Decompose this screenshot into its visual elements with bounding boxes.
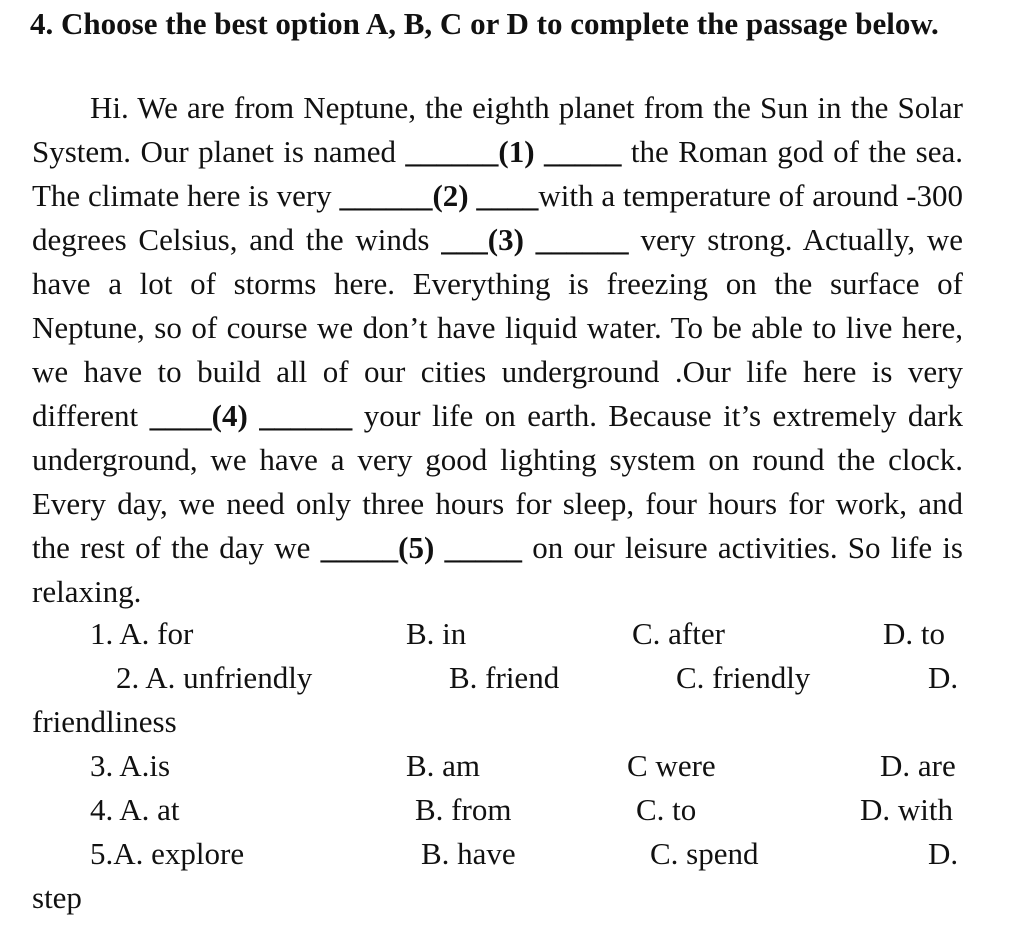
- answer-options: [0, 612, 1024, 920]
- option-c: C. spend: [650, 836, 759, 871]
- blank-5: _____(5) _____: [320, 530, 523, 565]
- blank-1: ______(1) _____: [405, 134, 622, 169]
- option-row-1: [0, 612, 1024, 656]
- passage: [32, 86, 963, 614]
- blank-3: ___(3) ______: [441, 222, 629, 257]
- option-continuation: friendliness: [32, 704, 177, 739]
- option-a: 3. A.is: [90, 748, 171, 783]
- passage-text: on our leisure activities. So life is relaxing.: [32, 530, 964, 609]
- option-row-3: [0, 744, 1024, 788]
- option-c: C were: [627, 748, 716, 783]
- passage-text: your life on earth. Because it’s extremely dark underground, we have a very good lighting system on round the clock. Every day, we need only three hours for sleep, four hours for work, and the rest of the day we: [32, 398, 964, 565]
- option-a: 4. A. at: [90, 792, 180, 827]
- option-row-4: [0, 788, 1024, 832]
- option-d: D.: [928, 660, 959, 695]
- blank-2: ______(2) ____: [339, 178, 539, 213]
- option-c: C. after: [632, 616, 725, 651]
- question-title: 4. Choose the best option A, B, C or D to complete the passage below.: [30, 6, 939, 41]
- blank-4: ____(4) ______: [149, 398, 353, 433]
- option-continuation: step: [32, 880, 82, 915]
- option-b: B. friend: [449, 660, 560, 695]
- option-d: D. with: [860, 792, 953, 827]
- option-row-2: [0, 656, 1024, 700]
- option-c: C. to: [636, 792, 697, 827]
- option-c: C. friendly: [676, 660, 811, 695]
- option-a: 2. A. unfriendly: [116, 660, 313, 695]
- option-d: D.: [928, 836, 959, 871]
- option-a: 1. A. for: [90, 616, 194, 651]
- option-a: 5.A. explore: [90, 836, 245, 871]
- option-b: B. have: [421, 836, 516, 871]
- option-d: D. are: [880, 748, 956, 783]
- option-d: D. to: [883, 616, 945, 651]
- option-b: B. in: [406, 616, 467, 651]
- option-b: B. am: [406, 748, 481, 783]
- passage-text: with a temperature of around -300 degrees Celsius, and the winds: [32, 178, 963, 257]
- passage-text: Hi. We are from Neptune, the eighth planet from the Sun in the Solar System. Our planet is named: [32, 90, 963, 169]
- option-row-5: [0, 832, 1024, 876]
- passage-text: very strong. Actually, we have a lot of storms here. Everything is freezing on the surface of Neptune, so of course we don’t have liquid water. To be able to live here, we have to build all of our cities underground .Our life here is very different: [32, 222, 963, 433]
- passage-text: the Roman god of the sea. The climate here is very: [32, 134, 963, 213]
- option-b: B. from: [415, 792, 512, 827]
